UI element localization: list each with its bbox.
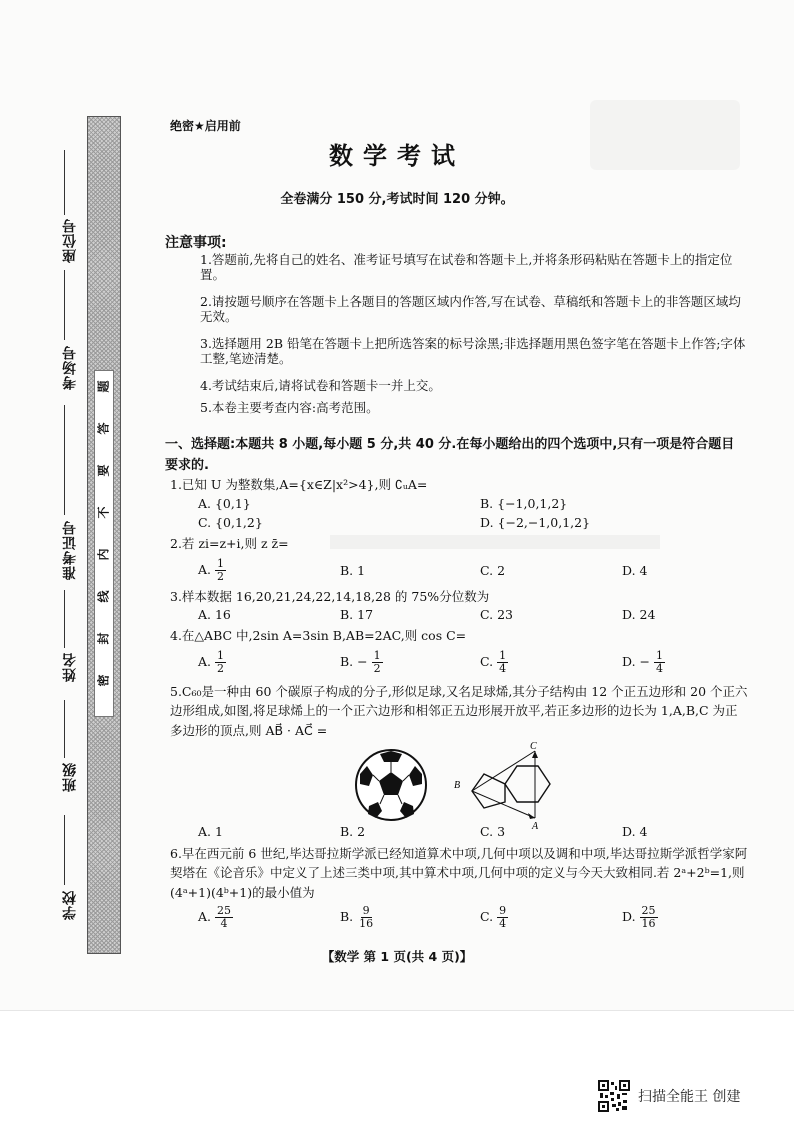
- numerator: 1: [499, 649, 507, 662]
- fraction: [215, 905, 233, 930]
- notice-item: 4.考试结束后,请将试卷和答题卡一并上交。: [200, 378, 441, 393]
- exam-id-line: [64, 405, 65, 515]
- q4-option-c: [480, 650, 508, 675]
- class-label: 班级: [62, 762, 78, 792]
- q1-option-a: A. {0,1}: [198, 496, 251, 511]
- q1-option-c: C. {0,1,2}: [198, 515, 263, 530]
- page-title: 数学考试: [329, 142, 465, 170]
- q3-option-a: A. 16: [198, 607, 231, 622]
- seat-label: 座位号: [62, 218, 78, 263]
- option-prefix: C.: [480, 654, 494, 670]
- name-line: [64, 590, 65, 648]
- notice-item: 5.本卷主要考查内容:高考范围。: [200, 400, 379, 415]
- seal-char: 答: [96, 422, 111, 435]
- scanner-watermark: 扫描全能王 创建: [638, 1089, 741, 1105]
- numerator: 25: [217, 904, 231, 917]
- question-2-stem: 2.若 zi=z+i,则 z z̄=: [170, 536, 289, 551]
- numerator: 9: [499, 904, 507, 917]
- label-a: A: [532, 821, 539, 830]
- notice-item: 3.选择题用 2B 铅笔在答题卡上把所选答案的标号涂黑;非选择题用黑色签字笔在答题卡上作答;字体工整,笔迹清楚。: [200, 336, 746, 366]
- q6-option-c: [480, 905, 508, 930]
- denominator: 2: [373, 662, 381, 676]
- question-3-stem: 3.样本数据 16,20,21,24,22,14,18,28 的 75%分位数为: [170, 589, 490, 604]
- fraction: [215, 558, 226, 583]
- qr-code-icon: [598, 1080, 630, 1112]
- denominator: 16: [641, 917, 656, 931]
- denominator: 2: [217, 570, 224, 584]
- notice-item: 2.请按题号顺序在答题卡上各题目的答题区域内作答,写在试卷、草稿纸和答题卡上的非答题区域均无效。: [200, 294, 741, 324]
- option-prefix: D.: [622, 909, 636, 925]
- denominator: 4: [220, 917, 228, 931]
- exam-room-line: [64, 270, 65, 340]
- notice-heading: 注意事项:: [165, 235, 227, 251]
- q2-option-d: D. 4: [622, 563, 648, 578]
- denominator: 4: [499, 662, 507, 676]
- q4-option-b: [340, 650, 383, 675]
- class-line: [64, 700, 65, 758]
- q4-option-a: [198, 650, 226, 675]
- scanner-footer: [0, 1010, 794, 1125]
- denominator: 16: [359, 917, 374, 931]
- q5-option-c: C. 3: [480, 824, 506, 839]
- question-4-stem: 4.在△ABC 中,2sin A=3sin B,AB=2AC,则 cos C=: [170, 628, 467, 643]
- seal-char: 题: [96, 380, 111, 393]
- school-label: 学校: [62, 890, 78, 920]
- q2-option-c: C. 2: [480, 563, 506, 578]
- fraction: [497, 905, 508, 930]
- q5-option-d: D. 4: [622, 824, 648, 839]
- q2-option-b: B. 1: [340, 563, 366, 578]
- seal-char: 封: [96, 632, 111, 645]
- option-prefix: B. −: [340, 654, 368, 670]
- option-prefix: D. −: [622, 654, 650, 670]
- option-prefix: A.: [198, 909, 212, 925]
- polygon-net-figure: [450, 740, 580, 830]
- label-c: C: [530, 741, 537, 752]
- fraction: [640, 905, 658, 930]
- q1-option-d: D. {−2,−1,0,1,2}: [480, 515, 591, 530]
- confidential-mark: 绝密★启用前: [170, 119, 241, 133]
- denominator: 2: [217, 662, 224, 676]
- option-prefix: C.: [480, 909, 494, 925]
- section-heading: 一、选择题:本题共 8 小题,每小题 5 分,共 40 分.在每小题给出的四个选项中,只有一项是符合题目要求的.: [165, 437, 735, 473]
- seal-char: 密: [96, 674, 111, 687]
- exam-subtitle: 全卷满分 150 分,考试时间 120 分钟。: [280, 192, 514, 207]
- numerator: 25: [641, 904, 656, 917]
- fraction: [654, 650, 665, 675]
- denominator: 4: [655, 662, 663, 676]
- soccer-ball-figure: [354, 748, 428, 822]
- numerator: 9: [362, 904, 370, 917]
- name-label: 姓名: [62, 652, 78, 682]
- q3-option-b: B. 17: [340, 607, 374, 622]
- fraction: [357, 905, 375, 930]
- q6-option-a: [198, 905, 233, 930]
- seal-char: 要: [96, 464, 111, 477]
- seal-char: 不: [96, 506, 111, 519]
- label-b: B: [454, 780, 461, 791]
- option-prefix: A.: [198, 654, 212, 670]
- q3-option-d: D. 24: [622, 607, 656, 622]
- school-line: [64, 815, 65, 885]
- option-prefix: A.: [198, 562, 212, 578]
- q3-option-c: C. 23: [480, 607, 513, 622]
- numerator: 1: [373, 649, 381, 662]
- exam-room-label: 考场号: [62, 345, 78, 390]
- q4-option-d: [622, 650, 665, 675]
- denominator: 4: [499, 917, 507, 931]
- exam-id-label: 准考证号: [62, 520, 78, 580]
- fraction: [215, 650, 226, 675]
- option-prefix: B.: [340, 909, 354, 925]
- q1-option-b: B. {−1,0,1,2}: [480, 496, 568, 511]
- numerator: 1: [655, 649, 663, 662]
- question-1-stem: 1.已知 U 为整数集,A={x∈Z|x²>4},则 ∁ᵤA=: [170, 477, 428, 492]
- seal-char: 线: [96, 590, 111, 603]
- page-number: 【数学 第 1 页(共 4 页)】: [321, 949, 473, 964]
- numerator: 1: [217, 649, 224, 662]
- q5-option-a: A. 1: [198, 824, 223, 839]
- numerator: 1: [217, 557, 224, 570]
- question-6-stem: 6.早在西元前 6 世纪,毕达哥拉斯学派已经知道算术中项,几何中项以及调和中项,毕达哥拉斯学派哲学家阿契塔在《论音乐》中定义了上述三类中项,其中算术中项,几何中项的定义与今天大致相同.若 2ᵃ+2ᵇ=1,则(4ᵃ+1)(4ᵇ+1)的最小值为: [170, 846, 748, 900]
- fraction: [497, 650, 508, 675]
- fraction: [372, 650, 383, 675]
- vector-ac: [472, 751, 535, 791]
- seal-char: 内: [96, 548, 111, 561]
- q2-option-a: [198, 558, 226, 583]
- question-5-stem: 5.C₆₀是一种由 60 个碳原子构成的分子,形似足球,又名足球烯,其分子结构由 12 个正五边形和 20 个正六边形组成,如图,将足球烯上的一个正六边形和相邻正五边形展开放平,若正多边形的边长为 1,A,B,C 为正多边形的顶点,则 AB⃗ · AC⃗ =: [170, 684, 748, 738]
- q6-option-b: [340, 905, 375, 930]
- notice-item: 1.答题前,先将自己的姓名、准考证号填写在试卷和答题卡上,并将条形码粘贴在答题卡上的指定位置。: [200, 252, 733, 282]
- q6-option-d: [622, 905, 658, 930]
- q5-option-b: B. 2: [340, 824, 366, 839]
